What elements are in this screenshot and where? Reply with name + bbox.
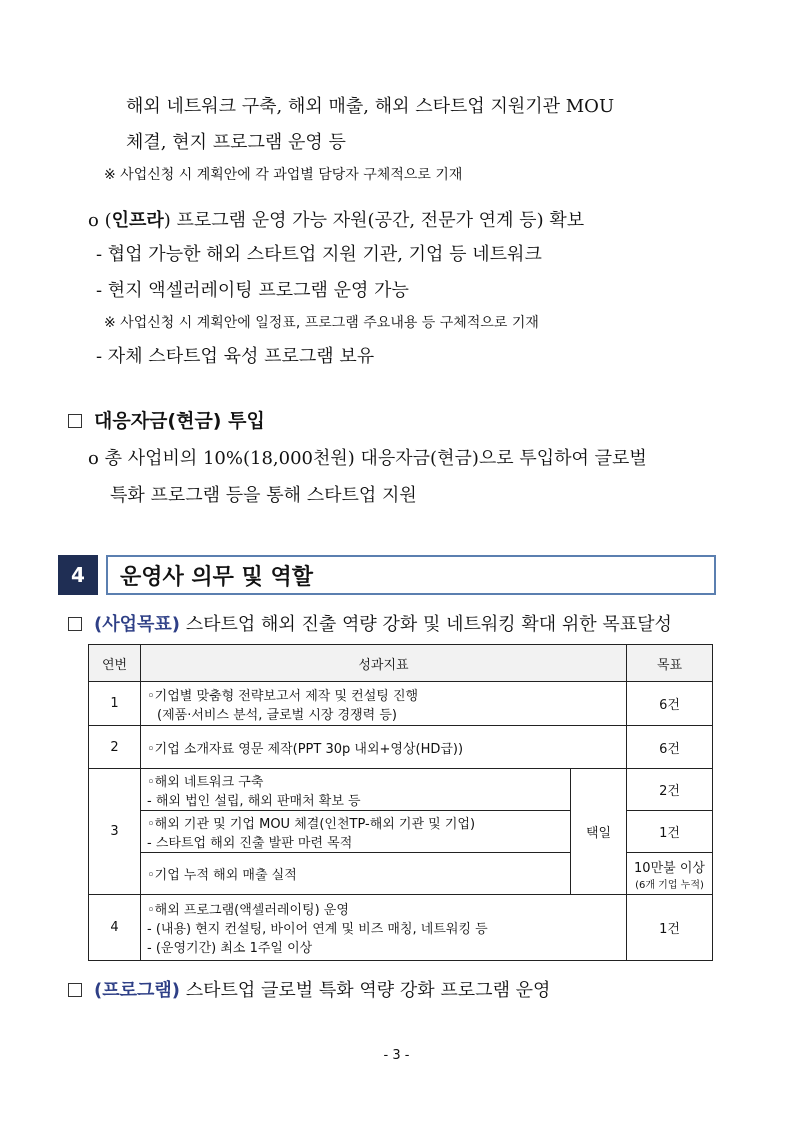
matching-line2: 특화 프로그램 등을 통해 스타트업 지원: [110, 485, 417, 506]
section-title: 운영사 의무 및 역할: [106, 555, 716, 595]
row-indicator-line: (제품·서비스 분석, 글로벌 시장 경쟁력 등): [157, 707, 397, 723]
row-no: 4: [89, 895, 141, 961]
infra-item-2: - 현지 액셀러레이팅 프로그램 운영 가능: [96, 280, 409, 301]
table-row: [89, 726, 713, 769]
header-indicator: 성과지표: [141, 645, 627, 682]
program-line: [68, 976, 550, 1002]
table-row: [89, 769, 713, 811]
page-number: - 3 -: [383, 1048, 410, 1063]
row-target: 6건: [627, 726, 713, 769]
goal-label: (사업목표): [94, 614, 181, 635]
program-label: (프로그램): [94, 980, 181, 1001]
row-indicator-line: ◦해외 프로그램(액셀러레이팅) 운영: [147, 903, 349, 918]
choice-label: 택일: [571, 769, 627, 895]
goal-text: 스타트업 해외 진출 역량 강화 및 네트워킹 확대 위한 목표달성: [185, 614, 672, 635]
row-target: 6건: [627, 682, 713, 726]
checkbox-icon: [68, 617, 82, 631]
row-no: 1: [89, 682, 141, 726]
top-item-line1: 해외 네트워크 구축, 해외 매출, 해외 스타트업 지원기관 MOU: [126, 96, 615, 117]
section-number: 4: [58, 555, 98, 595]
infra-label: 인프라: [111, 210, 164, 231]
row-indicator-line: - 스타트업 해외 진출 발판 마련 목적: [147, 835, 353, 851]
matching-bullet: o: [88, 448, 99, 469]
row-indicator: [141, 895, 627, 961]
matching-title: 대응자금(현금) 투입: [94, 410, 265, 432]
row-indicator-line: ◦해외 기관 및 기업 MOU 체결(인천TP-해외 기관 및 기업): [147, 816, 476, 832]
checkbox-icon: [68, 983, 82, 997]
row-no: 3: [89, 769, 141, 895]
matching-heading: [68, 406, 265, 433]
row-indicator-line: ◦해외 네트워크 구축: [147, 774, 264, 790]
goal-line: [68, 610, 672, 636]
row-target: 1건: [627, 811, 713, 853]
matching-text1: 총 사업비의 10%(18,000천원) 대응자금(현금)으로 투입하여 글로벌: [104, 448, 647, 469]
infra-text: 프로그램 운영 가능 자원(공간, 전문가 연계 등) 확보: [176, 210, 585, 231]
infra-item-1: - 협업 가능한 해외 스타트업 지원 기관, 기업 등 네트워크: [96, 244, 542, 265]
infra-bullet: o: [88, 210, 99, 231]
row-indicator-line: - 해외 법인 설립, 해외 판매처 확보 등: [147, 793, 361, 809]
row-indicator: [141, 769, 571, 811]
row-target-value: 10만불 이상: [634, 860, 705, 876]
infra-note: ※ 사업신청 시 계획안에 일정표, 프로그램 주요내용 등 구체적으로 기재: [104, 315, 539, 331]
row-indicator: ◦기업 소개자료 영문 제작(PPT 30p 내외+영상(HD급)): [141, 726, 627, 769]
row-indicator: ◦기업 누적 해외 매출 실적: [141, 853, 571, 895]
performance-table: [88, 644, 713, 961]
row-indicator-line: - (내용) 현지 컨설팅, 바이어 연계 및 비즈 매칭, 네트워킹 등: [147, 922, 488, 937]
top-item-line2: 체결, 현지 프로그램 운영 등: [126, 132, 346, 153]
row-target: [627, 853, 713, 895]
row-target-note: (6개 기업 누적): [635, 879, 704, 891]
checkbox-icon: [68, 414, 82, 428]
infra-line: o (인프라) 프로그램 운영 가능 자원(공간, 전문가 연계 등) 확보: [88, 210, 585, 231]
table-header-row: [89, 645, 713, 682]
table-row: [89, 682, 713, 726]
row-indicator: [141, 682, 627, 726]
table-row: [89, 895, 713, 961]
header-target: 목표: [627, 645, 713, 682]
row-indicator-line: ◦기업별 맞춤형 전략보고서 제작 및 컨설팅 진행: [147, 688, 419, 704]
row-indicator-line: - (운영기간) 최소 1주일 이상: [147, 941, 313, 956]
header-no: 연번: [89, 645, 141, 682]
matching-line1: [88, 444, 647, 470]
row-target: 1건: [627, 895, 713, 961]
row-indicator: [141, 811, 571, 853]
row-no: 2: [89, 726, 141, 769]
infra-item-3: - 자체 스타트업 육성 프로그램 보유: [96, 346, 375, 367]
row-target: 2건: [627, 769, 713, 811]
top-item-note: ※ 사업신청 시 계획안에 각 과업별 담당자 구체적으로 기재: [104, 167, 463, 183]
program-text: 스타트업 글로벌 특화 역량 강화 프로그램 운영: [185, 980, 551, 1001]
